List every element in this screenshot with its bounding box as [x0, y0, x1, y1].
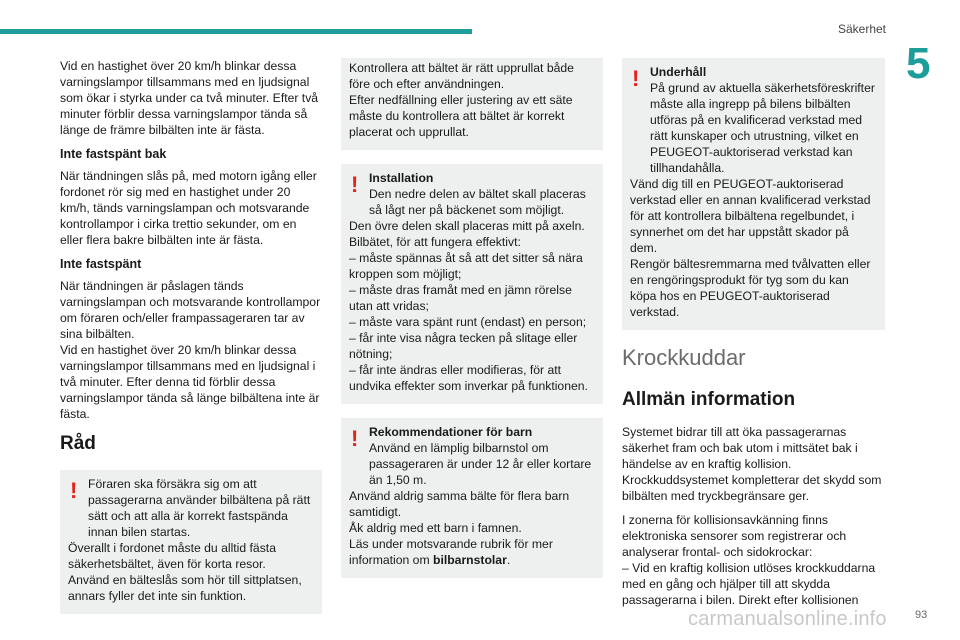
heading-airbags: Krockkuddar	[622, 345, 746, 370]
box-line: Den övre delen skall placeras mitt på axeln.	[349, 219, 585, 233]
heading-advice: Råd	[60, 433, 96, 454]
punctuation: .	[506, 553, 511, 567]
box-line: På grund av aktuella säkerhetsföreskrifter måste alla ingrepp på bilens bilbälten utföras på en kvalificerad verkstad med rätt kunskaper och utrustning, vilket en PEUGEOT-auktoriserad verkstad kan tillhandahålla.	[650, 81, 875, 175]
box-title: Rekommendationer för barn	[369, 425, 533, 439]
box-line: Bilbätet, för att fungera effektivt:	[349, 235, 521, 249]
box-line: Rengör bältesremmarna med tvålvatten eller en rengöringsprodukt för tyg som du kan köpa hos en PEUGEOT-auktoriserad verkstad.	[630, 257, 871, 319]
box-line: Använd en lämplig bilbarnstol om passageraren är under 12 år eller kortare än 1,50 m.	[369, 441, 592, 487]
box-line: Använd en bälteslås som hör till sittplatsen, annars fyller det inte sin funktion.	[68, 573, 302, 603]
box-line: Överallt i fordonet måste du alltid fästa säkerhetsbältet, även för korta resor.	[68, 541, 276, 571]
box-line: Vänd dig till en PEUGEOT-auktoriserad verkstad eller en annan kvalificerad verkstad för att kontrollera bilbältena regelbundet, i synnerhet om det har uppstått skador på dem.	[630, 177, 871, 255]
section-title: Säkerhet	[837, 22, 886, 36]
warning-box	[60, 470, 322, 614]
box-line: – måste spännas åt så att det sitter så nära kroppen som möjligt;	[349, 251, 583, 281]
header-accent-bar	[0, 29, 472, 34]
warning-exclamation-icon: !	[632, 66, 640, 91]
column-2	[341, 58, 603, 592]
subheading-unbuckled: Inte fastspänt	[60, 257, 142, 271]
box-title: Underhåll	[650, 65, 707, 79]
box-line: – får inte ändras eller modifieras, för att undvika effekter som inverkar på funktionen.	[349, 363, 588, 393]
column-3	[622, 58, 885, 616]
page-number: 93	[915, 609, 928, 621]
bold-reference: bilbarnstolar	[433, 553, 507, 567]
warning-exclamation-icon: !	[351, 172, 359, 197]
box-line: Den nedre delen av bältet skall placeras så lågt ner på bäckenet som möjligt.	[369, 187, 586, 217]
info-box-rewind	[341, 58, 603, 150]
warning-box-installation	[341, 164, 603, 404]
paragraph: Systemet bidrar till att öka passagerarnas säkerhet fram och bak utom i mittsätet bak i händelse av en kraftig kollision. Krockkuddsystemet kompletterar det skydd som bilbälten med tryckbegränsare ger.	[622, 425, 882, 503]
paragraph: När tändningen slås på, med motorn igång eller fordonet rör sig med en hastighet under 20 km/h, tänds varningslampan och motsvarande kontrollampor i cirka trettio sekunder, om en eller flera bakre bilbälten inte är fästa.	[60, 169, 317, 247]
box-line: – måste vara spänt runt (endast) en person;	[349, 315, 587, 329]
warning-box-children	[341, 418, 603, 578]
subheading-rear: Inte fastspänt bak	[60, 147, 167, 161]
chapter-number: 5	[906, 39, 931, 88]
box-line: – får inte visa några tecken på slitage eller nötning;	[349, 331, 578, 361]
box-line: Åk aldrig med ett barn i famnen.	[349, 521, 522, 535]
box-line: Kontrollera att bältet är rätt upprullat både före och efter användningen.	[349, 61, 574, 91]
paragraph: – Vid en kraftig kollision utlöses krockkuddarna med en gång och hjälper till att skydda passagerarna i bilen. Direkt efter kollisionen	[622, 561, 876, 607]
box-title: Installation	[369, 171, 434, 185]
warning-box-maintenance	[622, 58, 885, 330]
paragraph: Vid en hastighet över 20 km/h blinkar dessa varningslampor tillsammans med en ljudsignal som ökar i styrka under ca två minuter. Efter två minuter förblir dessa varningslampor tända så länge de främre bilbälten inte är fästa.	[60, 59, 319, 137]
column-1	[60, 58, 322, 628]
box-line-text: Läs under motsvarande rubrik för mer information om	[349, 537, 553, 567]
heading-general-information: Allmän information	[622, 389, 796, 410]
warning-exclamation-icon: !	[351, 426, 359, 451]
box-line: Föraren ska försäkra sig om att passagerarna använder bilbältena på rätt sätt och att alla är korrekt fastspända innan bilen startas.	[88, 477, 311, 539]
paragraph: Vid en hastighet över 20 km/h blinkar dessa varningslampor tillsammans med en ljudsignal i två minuter. Efter denna tid förblir dessa varningslampor tända så länge bilbältena inte är fästa.	[60, 343, 320, 421]
box-line: Efter nedfällning eller justering av ett säte måste du kontrollera att bältet är korrekt placerat och upprullat.	[349, 93, 573, 139]
box-line: Använd aldrig samma bälte för flera barn samtidigt.	[349, 489, 570, 519]
paragraph: I zonerna för kollisionsavkänning finns elektroniska sensorer som registrerar och analyserar frontal- och sidokrockar:	[622, 513, 847, 559]
watermark: carmanualsonline.info	[688, 608, 887, 630]
box-line: – måste dras framåt med en jämn rörelse utan att vridas;	[349, 283, 572, 313]
box-line	[349, 536, 595, 568]
paragraph: När tändningen är påslagen tänds varningslampan och motsvarande kontrollampor om föraren och/eller frampassageraren tar av sina bilbälten.	[60, 279, 321, 341]
warning-exclamation-icon: !	[70, 478, 78, 503]
